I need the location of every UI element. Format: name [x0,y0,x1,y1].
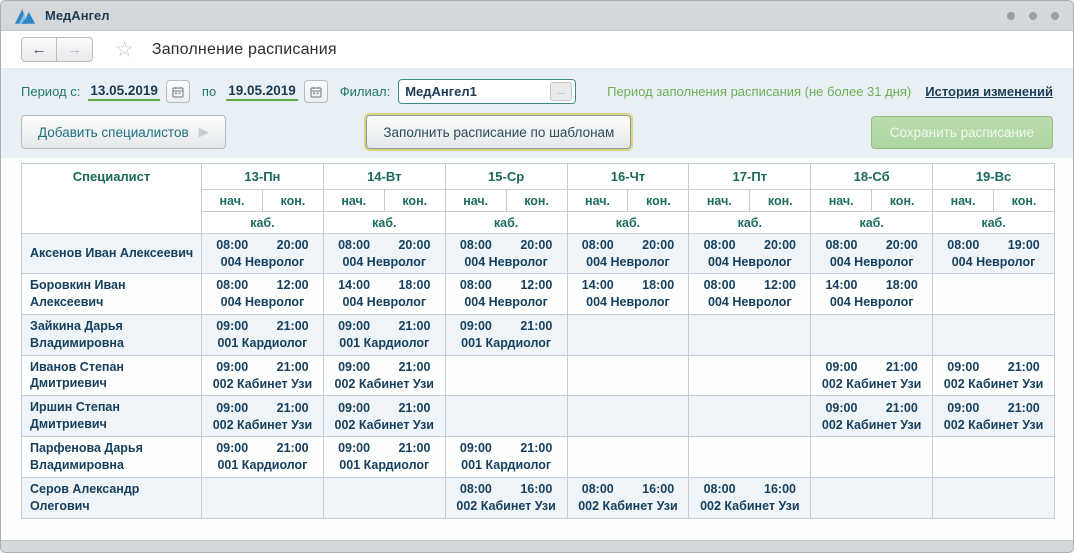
start-time: 08:00 [581,482,614,497]
table-row [22,477,1055,518]
schedule-cell[interactable] [933,314,1055,355]
start-time: 09:00 [216,400,249,415]
cabinet-value: 002 Кабинет Узи [578,499,678,514]
subcolumn-header: кон. [750,190,811,212]
day-column-header: 13-Пн [202,164,324,190]
schedule-cell[interactable] [202,355,324,396]
subcolumn-header: кон. [384,190,445,212]
period-label: Период с: [21,84,81,99]
end-time: 21:00 [276,359,309,374]
day-column-header: 16-Чт [567,164,689,190]
start-time: 09:00 [947,359,980,374]
end-time: 12:00 [764,278,796,293]
start-time: 08:00 [825,238,858,252]
schedule-cell[interactable] [445,314,567,355]
titlebar [1,1,1073,31]
cabinet-value: 002 Кабинет Узи [212,376,313,391]
specialist-name: Аксенов Иван Алексеевич [22,234,202,274]
statusbar [1,540,1073,552]
start-time: 08:00 [338,238,371,252]
schedule-cell[interactable] [689,355,811,396]
start-time: 09:00 [825,400,858,415]
date-to-calendar-button[interactable] [304,80,328,103]
toolbar [1,31,1073,68]
schedule-cell[interactable] [933,234,1055,274]
cabinet-header: каб. [933,212,1055,234]
specialist-column-header: Специалист [22,164,202,234]
end-time: 16:00 [764,482,796,497]
schedule-cell[interactable] [811,314,933,355]
schedule-cell[interactable] [689,396,811,437]
schedule-cell[interactable] [689,234,811,274]
cabinet-value: 002 Кабинет Узи [821,376,922,391]
start-time: 08:00 [703,482,736,497]
date-to-field[interactable]: 19.05.2019 [226,83,298,101]
cabinet-value: 001 Кардиолог [339,458,430,473]
cabinet-value: 001 Кардиолог [461,458,552,473]
start-time: 08:00 [459,278,492,293]
schedule-cell[interactable] [567,477,689,518]
start-time: 09:00 [216,319,249,334]
schedule-cell[interactable] [445,437,567,478]
schedule-cell[interactable] [323,396,445,437]
schedule-table-head [22,164,1055,234]
subcolumn-header: нач. [689,190,750,212]
subcolumn-header: нач. [811,190,872,212]
day-column-header: 17-Пт [689,164,811,190]
schedule-cell[interactable] [445,234,567,274]
cabinet-value: 004 Невролог [342,295,427,310]
schedule-cell[interactable] [445,355,567,396]
schedule-cell[interactable] [445,477,567,518]
branch-field-wrap [398,79,576,104]
branch-label: Филиал: [339,84,391,99]
start-time: 09:00 [338,441,371,456]
start-time: 08:00 [459,238,492,252]
end-time: 21:00 [885,359,918,374]
fill-by-templates-button[interactable]: Заполнить расписание по шаблонам [366,115,631,149]
cabinet-value: 004 Невролог [829,295,914,310]
schedule-cell[interactable] [567,437,689,478]
cabinet-value: 002 Кабинет Узи [943,376,1044,391]
specialist-name: Боровкин Иван Алексеевич [22,274,202,315]
end-time: 21:00 [520,319,553,334]
end-time: 21:00 [398,319,431,334]
end-time: 16:00 [642,482,675,497]
to-label: по [201,84,217,99]
start-time: 09:00 [459,319,492,334]
schedule-cell[interactable] [323,355,445,396]
day-column-header: 19-Вс [933,164,1055,190]
schedule-cell[interactable] [323,234,445,274]
start-time: 14:00 [581,278,614,293]
cabinet-value: 002 Кабинет Узи [700,499,800,514]
start-time: 08:00 [459,482,492,497]
period-hint: Период заполнения расписания (не более 31 дня) [607,84,912,99]
end-time: 20:00 [398,238,431,252]
cabinet-value: 004 Невролог [586,255,670,269]
end-time: 18:00 [398,278,431,293]
schedule-cell[interactable] [323,314,445,355]
schedule-cell[interactable] [202,274,324,315]
day-column-header: 18-Сб [811,164,933,190]
cabinet-value: 002 Кабинет Узи [212,417,313,432]
schedule-cell[interactable] [323,274,445,315]
branch-input[interactable] [405,84,550,99]
schedule-cell[interactable] [567,396,689,437]
start-time: 08:00 [703,238,736,252]
schedule-cell[interactable] [933,274,1055,315]
cabinet-value: 001 Кардиолог [217,336,308,351]
actions-row [21,115,1053,158]
cabinet-value: 004 Невролог [708,255,792,269]
period-filter-row [21,79,1053,104]
add-specialists-button[interactable]: Добавить специалистов ▶ [21,115,226,149]
table-section [1,158,1073,540]
favorite-star-icon[interactable]: ☆ [115,38,134,61]
table-row [22,234,1055,274]
schedule-cell[interactable] [933,477,1055,518]
start-time: 14:00 [825,278,858,293]
end-time: 16:00 [520,482,553,497]
schedule-cell[interactable] [202,437,324,478]
cabinet-value: 004 Невролог [951,255,1036,269]
end-time: 21:00 [398,400,431,415]
calendar-icon [172,86,184,98]
specialist-name: Иванов Степан Дмитриевич [22,355,202,396]
schedule-cell[interactable] [323,477,445,518]
start-time: 09:00 [459,441,492,456]
table-row [22,437,1055,478]
schedule-table [21,163,1055,519]
start-time: 08:00 [703,278,736,293]
start-time: 09:00 [338,319,371,334]
start-time: 09:00 [947,400,980,415]
subcolumn-header: кон. [506,190,567,212]
cabinet-value: 002 Кабинет Узи [334,376,434,391]
window-menu-dots-icon[interactable] [1007,12,1059,20]
start-time: 09:00 [825,359,858,374]
schedule-cell[interactable] [811,396,933,437]
end-time: 21:00 [398,359,431,374]
day-column-header: 15-Ср [445,164,567,190]
subcolumn-header: кон. [628,190,689,212]
cabinet-value: 001 Кардиолог [461,336,552,351]
day-column-header: 14-Вт [323,164,445,190]
schedule-cell[interactable] [689,314,811,355]
cabinet-value: 004 Невролог [220,255,305,269]
calendar-icon [310,86,322,98]
subcolumn-header: нач. [445,190,506,212]
save-schedule-button[interactable]: Сохранить расписание [871,116,1053,149]
specialist-name: Парфенова Дарья Владимировна [22,437,202,478]
end-time: 21:00 [885,400,918,415]
start-time: 08:00 [216,238,249,252]
schedule-cell[interactable] [202,234,324,274]
subcolumn-header: нач. [567,190,628,212]
schedule-cell[interactable] [567,234,689,274]
table-row [22,274,1055,315]
nav-history-group [21,37,93,62]
history-link[interactable]: История изменений [925,84,1053,99]
cabinet-value: 002 Кабинет Узи [821,417,922,432]
filters-section [1,68,1073,158]
end-time: 21:00 [1007,400,1040,415]
schedule-cell[interactable] [323,437,445,478]
end-time: 20:00 [276,238,309,252]
end-time: 21:00 [276,400,309,415]
schedule-cell[interactable] [689,274,811,315]
subcolumn-header: нач. [933,190,994,212]
cabinet-header: каб. [445,212,567,234]
end-time: 18:00 [885,278,918,293]
brand-logo-icon [15,7,37,24]
end-time: 20:00 [520,238,553,252]
end-time: 21:00 [276,441,309,456]
schedule-cell[interactable] [811,274,933,315]
filter-right-group [607,84,1053,99]
cabinet-value: 004 Невролог [586,295,670,310]
end-time: 12:00 [276,278,309,293]
start-time: 09:00 [338,400,371,415]
page-title: Заполнение расписания [151,40,337,58]
end-time: 20:00 [764,238,796,252]
schedule-cell[interactable] [202,314,324,355]
cabinet-value: 001 Кардиолог [217,458,308,473]
schedule-cell[interactable] [811,437,933,478]
back-button[interactable]: ← [21,37,57,62]
cabinet-value: 002 Кабинет Узи [334,417,434,432]
subcolumn-header: кон. [872,190,933,212]
schedule-cell[interactable] [567,314,689,355]
end-time: 18:00 [642,278,675,293]
specialist-name: Зайкина Дарья Владимировна [22,314,202,355]
start-time: 09:00 [338,359,371,374]
table-row [22,396,1055,437]
date-from-field[interactable]: 13.05.2019 [88,83,160,101]
start-time: 14:00 [338,278,371,293]
schedule-cell[interactable] [811,477,933,518]
end-time: 12:00 [520,278,553,293]
cabinet-header: каб. [811,212,933,234]
schedule-cell[interactable] [445,396,567,437]
end-time: 21:00 [520,441,553,456]
table-row [22,355,1055,396]
expand-arrow-icon: ▶ [198,124,209,139]
schedule-cell[interactable] [202,396,324,437]
start-time: 08:00 [216,278,249,293]
cabinet-value: 004 Невролог [342,255,427,269]
start-time: 09:00 [216,441,249,456]
cabinet-value: 004 Невролог [829,255,914,269]
end-time: 19:00 [1007,238,1040,252]
end-time: 21:00 [398,441,431,456]
schedule-cell[interactable] [933,437,1055,478]
cabinet-value: 004 Невролог [464,255,548,269]
start-time: 08:00 [581,238,614,252]
end-time: 20:00 [885,238,918,252]
start-time: 08:00 [947,238,980,252]
schedule-cell[interactable] [445,274,567,315]
date-from-calendar-button[interactable] [166,80,190,103]
forward-button[interactable]: → [57,37,93,62]
subcolumn-header: нач. [202,190,263,212]
subcolumn-header: кон. [262,190,323,212]
cabinet-value: 004 Невролог [220,295,305,310]
schedule-cell[interactable] [689,437,811,478]
cabinet-value: 002 Кабинет Узи [943,417,1044,432]
cabinet-header: каб. [567,212,689,234]
schedule-cell[interactable] [811,355,933,396]
subcolumn-header: нач. [323,190,384,212]
table-row [22,314,1055,355]
schedule-cell[interactable] [689,477,811,518]
end-time: 20:00 [642,238,675,252]
cabinet-header: каб. [689,212,811,234]
cabinet-header: каб. [323,212,445,234]
cabinet-value: 004 Невролог [708,295,792,310]
schedule-cell[interactable] [567,274,689,315]
cabinet-value: 004 Невролог [464,295,548,310]
schedule-cell[interactable] [202,477,324,518]
schedule-cell[interactable] [933,355,1055,396]
cabinet-header: каб. [202,212,324,234]
specialist-name: Иршин Степан Дмитриевич [22,396,202,437]
branch-more-button[interactable]: ... [550,82,572,101]
schedule-cell[interactable] [567,355,689,396]
end-time: 21:00 [1007,359,1040,374]
end-time: 21:00 [276,319,309,334]
start-time: 09:00 [216,359,249,374]
brand-name: МедАнгел [45,8,110,23]
specialist-name: Серов Александр Олегович [22,477,202,518]
subcolumn-header: кон. [993,190,1054,212]
schedule-table-body [22,234,1055,519]
schedule-cell[interactable] [811,234,933,274]
cabinet-value: 001 Кардиолог [339,336,430,351]
schedule-cell[interactable] [933,396,1055,437]
cabinet-value: 002 Кабинет Узи [456,499,556,514]
